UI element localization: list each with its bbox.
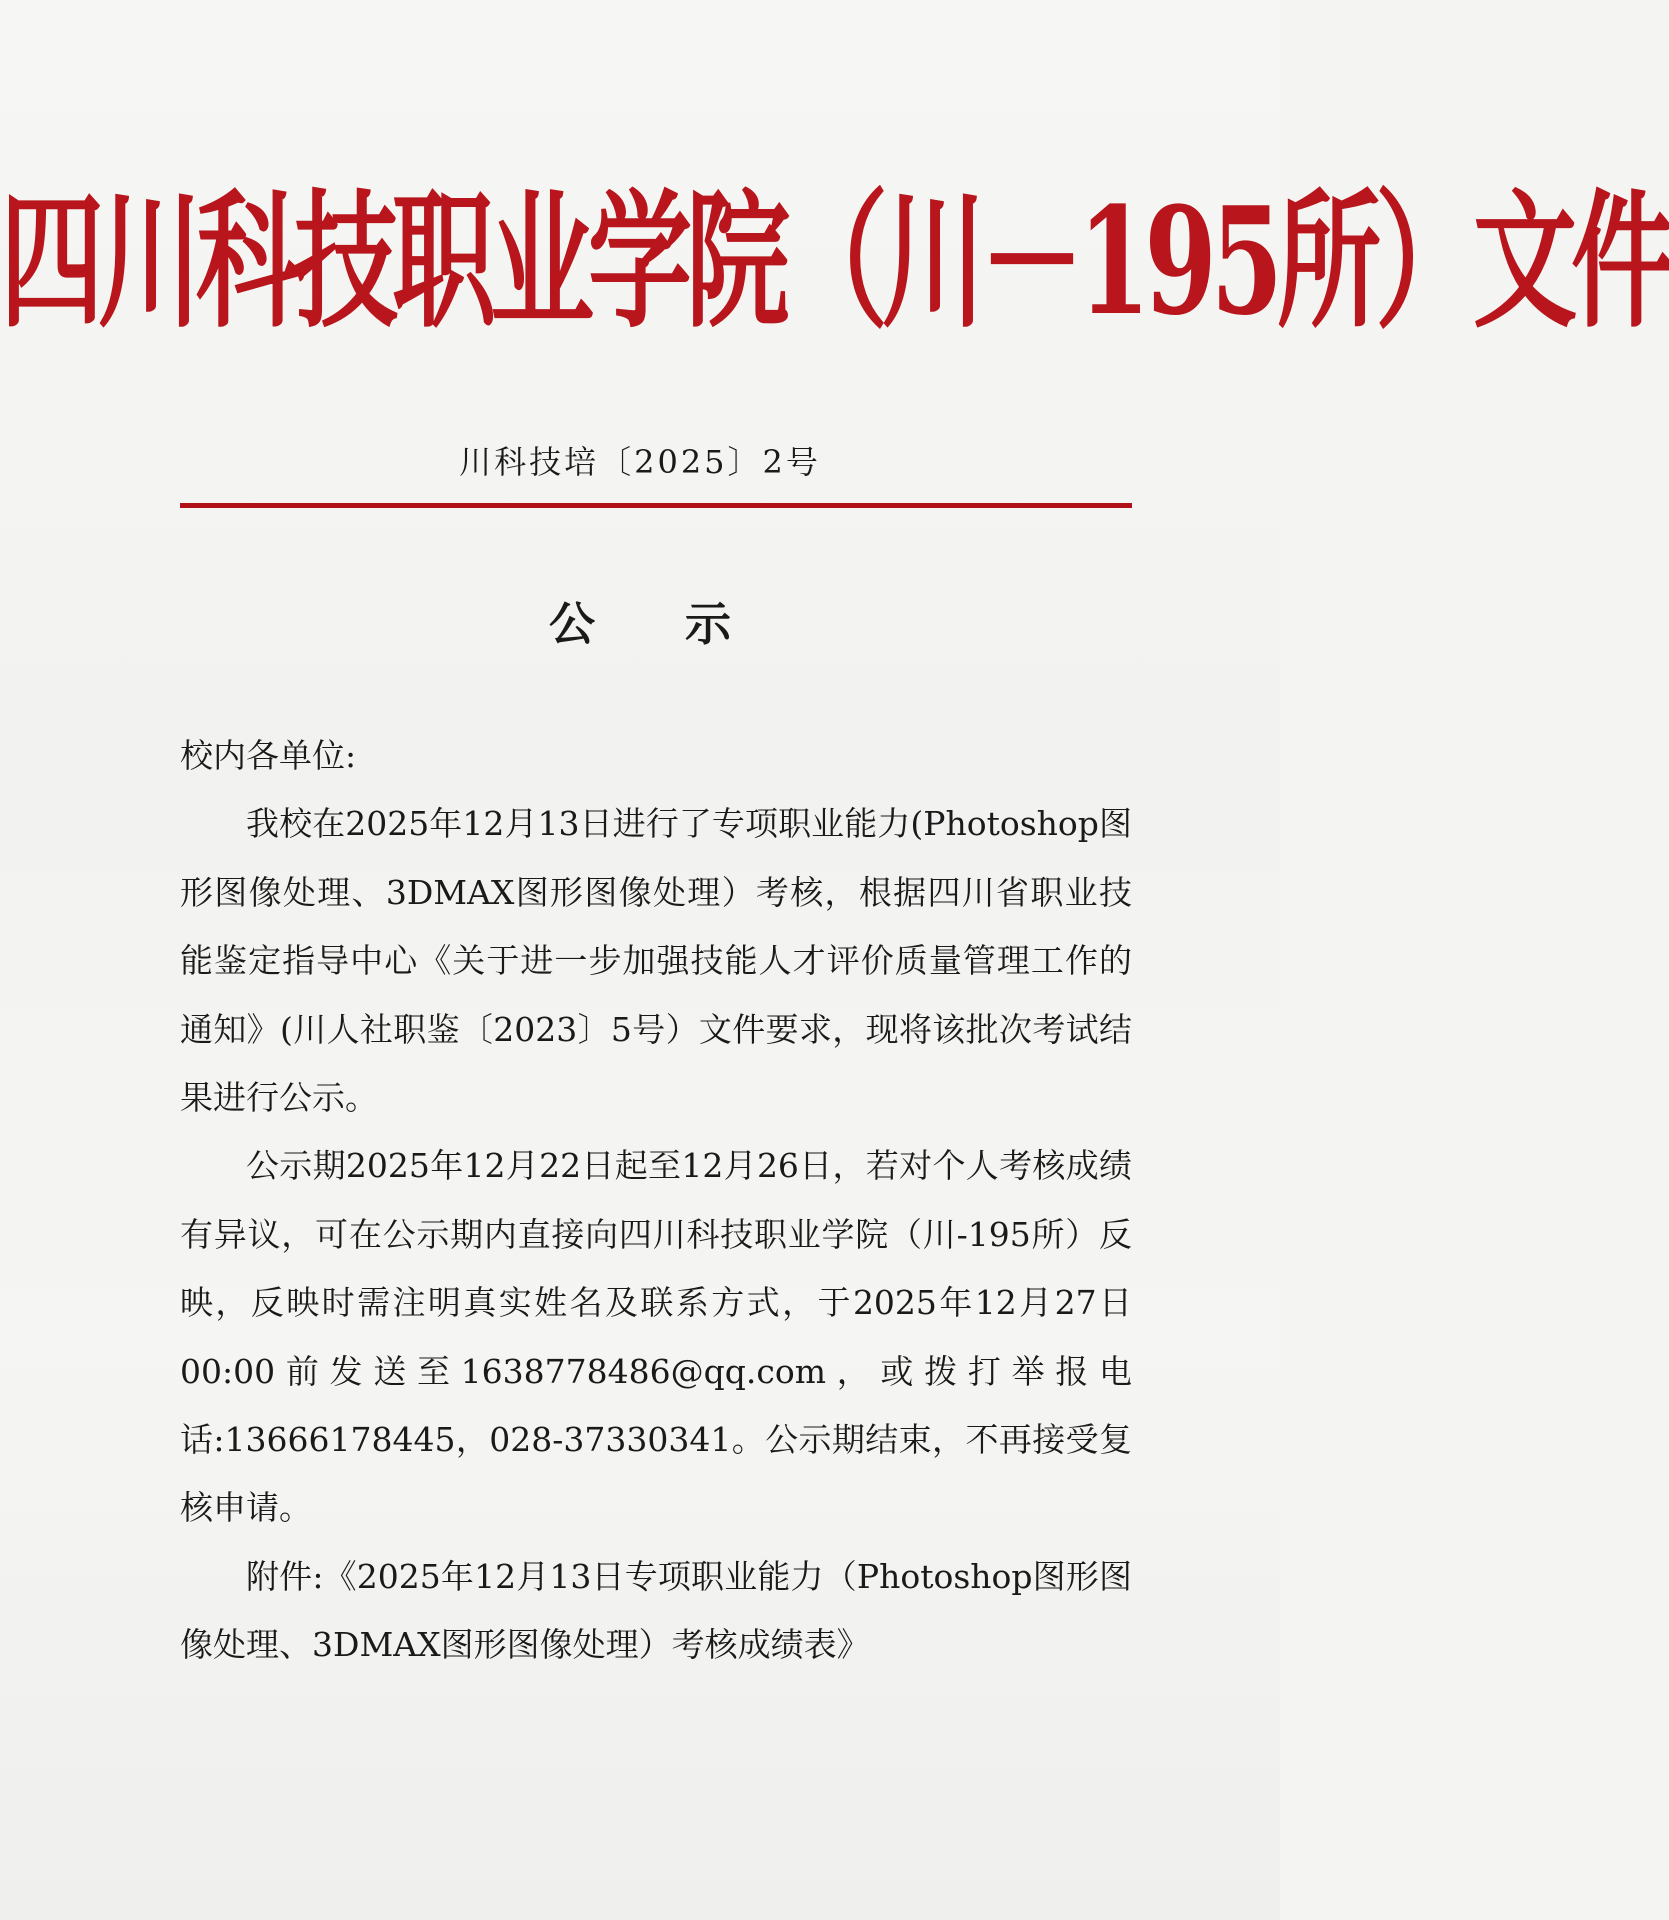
document-number: 川科技培〔2025〕2号 — [459, 443, 821, 481]
notice-body — [180, 722, 1132, 1680]
document-header-title: 四川科技职业学院（川－195所）文件 — [0, 173, 1669, 349]
notice-title: 公示 — [549, 597, 821, 651]
red-divider-line — [180, 503, 1132, 508]
paragraph-publicity-period: 公示期2025年12月22日起至12月26日，若对个人考核成绩有异议，可在公示期内直接向四川科技职业学院（川-195所）反映，反映时需注明真实姓名及联系方式，于2025年12月27日00:00前发送至1638778486@qq.com，或拨打举报电话:13666178445，028-37330341。公示期结束，不再接受复核申请。 — [180, 1146, 1133, 1528]
attachment-note: 附件:《2025年12月13日专项职业能力（Photoshop图形图像处理、3DMAX图形图像处理）考核成绩表》 — [180, 1556, 1132, 1665]
addressee: 校内各单位: — [180, 736, 357, 775]
paragraph-exam-info: 我校在2025年12月13日进行了专项职业能力(Photoshop图形图像处理、3DMAX图形图像处理）考核，根据四川省职业技能鉴定指导中心《关于进一步加强技能人才评价质量管理工作的通知》(川人社职鉴〔2023〕5号）文件要求，现将该批次考试结果进行公示。 — [180, 804, 1132, 1118]
